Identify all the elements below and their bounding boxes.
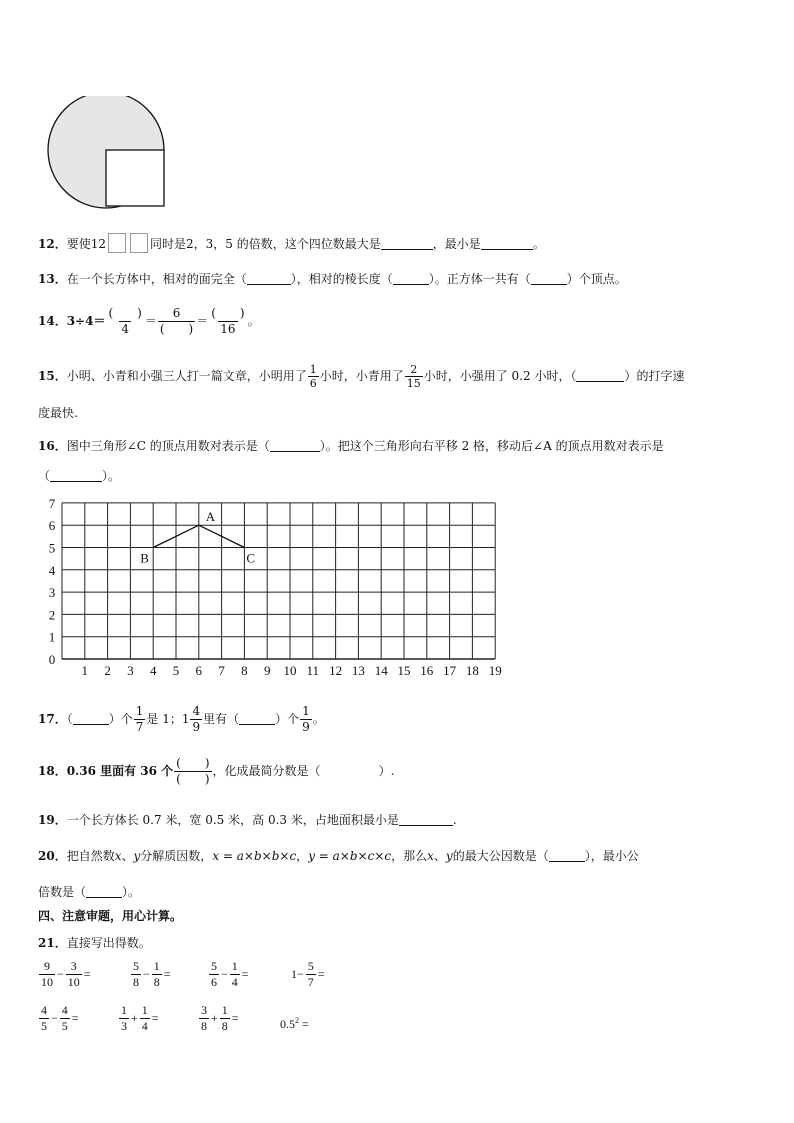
point-label-c: C — [246, 550, 256, 566]
q-text: ）。正方体一共有（ — [428, 272, 531, 286]
fraction-denominator: 5 — [61, 1019, 68, 1033]
q-text: ，化成最简分数是（ — [212, 764, 321, 778]
q-text: 0.36 里面有 36 个 — [66, 764, 174, 778]
equals-sign: = — [231, 1011, 239, 1025]
equals-sign: = — [299, 1017, 309, 1031]
x-tick-label: 6 — [195, 663, 203, 678]
point-label-a: A — [205, 509, 216, 525]
operator: − — [221, 967, 228, 981]
var-x: x — [427, 849, 434, 863]
fraction-numerator: 2 — [410, 363, 418, 376]
x-tick-label: 19 — [488, 663, 502, 678]
fraction-numerator: 5 — [211, 959, 217, 973]
q-text: 在一个长方体中，相对的面完全（ — [66, 272, 247, 286]
fraction-denominator: 8 — [153, 975, 160, 989]
fraction-denominator: 4 — [231, 975, 238, 989]
q-text: 。 — [312, 712, 325, 726]
calc-item-7 — [198, 1004, 240, 1033]
section-heading: 四、注意审题，用心计算。 — [38, 909, 183, 923]
q-text: ）的打字速 — [624, 369, 685, 383]
fraction-numerator[interactable]: ( ) — [211, 306, 245, 320]
x-tick-label: 14 — [374, 663, 388, 678]
x-tick-label: 17 — [443, 663, 457, 678]
equals-sign: ＝ — [196, 314, 209, 328]
q-text: ，那么 — [391, 849, 428, 863]
y-tick-label: 7 — [48, 495, 56, 511]
answer-blank[interactable] — [531, 272, 567, 285]
q-number: 13． — [38, 272, 67, 286]
answer-blank[interactable] — [576, 369, 624, 382]
x-tick-label: 2 — [104, 663, 111, 678]
fraction — [190, 705, 202, 734]
point-label-b: B — [140, 550, 149, 566]
x-tick-label: 9 — [263, 663, 271, 678]
fraction-denominator: 10 — [67, 975, 80, 989]
q-text: . — [452, 813, 457, 827]
fraction-denominator: 7 — [135, 720, 144, 734]
fraction — [39, 1004, 49, 1033]
question-12 — [38, 233, 545, 253]
q-text: 同时是2，3，5 的倍数，这个四位数最大是 — [149, 237, 381, 251]
q-number: 15． — [38, 369, 67, 383]
fraction-denominator: 4 — [121, 322, 129, 336]
exponent: 2 — [295, 1016, 299, 1025]
base-number: 0.5 — [280, 1017, 295, 1031]
fraction-numerator: 4 — [192, 704, 201, 718]
q-text: 要使12 — [66, 237, 106, 251]
q-text: 小时，小强用了 0.2 小时，（ — [423, 369, 577, 383]
q-text: （ — [66, 712, 73, 726]
fraction — [209, 960, 219, 989]
y-tick-label: 4 — [48, 562, 56, 578]
x-tick-label: 1 — [81, 663, 89, 678]
q-text: 3÷4＝ — [66, 314, 106, 328]
square — [106, 150, 164, 206]
fraction-numerator: 5 — [133, 959, 139, 973]
q-number: 19． — [38, 813, 67, 827]
equals-sign: = — [163, 967, 171, 981]
question-13 — [38, 271, 627, 287]
q-text: 一个长方体长 0.7 米，宽 0.5 米，高 0.3 米，占地面积最小是 — [66, 813, 399, 827]
q-number: 21． — [38, 936, 67, 950]
y-tick-label: 3 — [48, 585, 56, 601]
fraction — [174, 757, 211, 786]
y-tick-label: 0 — [48, 652, 56, 667]
operator: − — [51, 1011, 58, 1025]
q-text: 的最大公因数是（ — [452, 849, 549, 863]
fraction — [60, 1004, 70, 1033]
fraction-denominator: 4 — [141, 1019, 148, 1033]
x-tick-label: 3 — [127, 663, 134, 678]
question-17 — [38, 700, 325, 738]
fraction — [230, 960, 240, 989]
var-y: y — [133, 849, 141, 863]
fraction-denominator[interactable]: ( ) — [176, 772, 210, 786]
x-tick-label: 7 — [218, 663, 225, 678]
fraction-numerator[interactable]: ( ) — [108, 306, 142, 320]
x-tick-label: 13 — [351, 663, 365, 678]
fraction — [306, 960, 316, 989]
equals-sign: = — [71, 1011, 79, 1025]
answer-blank[interactable] — [86, 885, 122, 898]
fraction — [158, 307, 195, 336]
q-text: ）。把这个三角形向右平移 2 格，移动后∠A 的顶点用数对表示是 — [319, 439, 664, 453]
q-text: 倍数是（ — [38, 885, 87, 899]
fraction — [106, 307, 143, 336]
x-tick-label: 11 — [306, 663, 320, 678]
equals-sign: = — [241, 967, 249, 981]
equals-sign: = — [151, 1011, 159, 1025]
q-text: 把自然数 — [66, 849, 115, 863]
x-tick-label: 10 — [283, 663, 297, 678]
question-20 — [38, 848, 639, 864]
fraction-numerator: 3 — [201, 1003, 207, 1017]
question-15-cont — [38, 405, 78, 421]
fraction — [300, 705, 312, 734]
q-text: ）个 — [108, 712, 133, 726]
q-text: 是 1；1 — [146, 712, 190, 726]
calc-item-4 — [290, 960, 326, 989]
equals-sign: ＝ — [144, 314, 157, 328]
question-16-cont — [38, 468, 120, 484]
q-text: ）。 — [102, 469, 121, 483]
q-number: 14． — [38, 314, 67, 328]
fraction-numerator: 1 — [221, 1003, 228, 1017]
operator: 1− — [291, 967, 304, 981]
calc-item-2 — [130, 960, 172, 989]
q-number: 16． — [38, 439, 67, 453]
y-tick-label: 5 — [48, 540, 56, 556]
q-text: 。 — [532, 237, 545, 251]
fraction-numerator: 1 — [302, 704, 310, 718]
fraction — [220, 1004, 230, 1033]
fraction-numerator: 1 — [231, 959, 238, 973]
fraction-numerator: 9 — [44, 959, 50, 973]
var-y: y — [445, 849, 453, 863]
q-number: 12． — [38, 237, 67, 251]
answer-blank[interactable] — [393, 272, 429, 285]
fraction-denominator: 3 — [121, 1019, 127, 1033]
question-19 — [38, 812, 457, 828]
fraction-numerator: 6 — [172, 306, 181, 320]
fraction-denominator: 5 — [41, 1019, 47, 1033]
y-tick-label: 1 — [48, 629, 56, 645]
fraction-denominator: 9 — [302, 720, 310, 734]
fraction — [152, 960, 162, 989]
operator: − — [57, 967, 64, 981]
q-text: ，最小是 — [432, 237, 481, 251]
q-text: ）。 — [122, 885, 141, 899]
q-text: 小时，小青用了 — [319, 369, 404, 383]
equals-sign: = — [317, 967, 325, 981]
answer-blank[interactable] — [481, 237, 533, 250]
calc-item-3 — [208, 960, 250, 989]
q-text: ）. — [378, 764, 395, 778]
fraction-numerator: 5 — [307, 959, 314, 973]
q-number: 20． — [38, 849, 67, 863]
q-text: ），最小公 — [584, 849, 639, 863]
fraction-denominator: 10 — [41, 975, 53, 989]
calc-item-5 — [38, 1004, 80, 1033]
answer-blank[interactable] — [239, 712, 275, 725]
fraction — [308, 364, 319, 389]
q-number: 18． — [38, 764, 67, 778]
fraction-denominator: 6 — [211, 975, 217, 989]
q-text: 图中三角形∠C 的顶点用数对表示是（ — [66, 439, 270, 453]
question-16 — [38, 438, 664, 454]
fraction-numerator: 1 — [135, 704, 144, 718]
digit-box[interactable] — [130, 233, 148, 253]
answer-blank[interactable] — [247, 272, 291, 285]
fraction-denominator: 6 — [309, 377, 317, 390]
q-number: 17． — [38, 712, 67, 726]
x-tick-label: 18 — [465, 663, 479, 678]
fraction-denominator: 16 — [220, 322, 236, 336]
calc-item-6 — [118, 1004, 160, 1033]
question-14 — [38, 301, 260, 341]
q-text: ）个顶点。 — [566, 272, 627, 286]
answer-blank[interactable] — [270, 439, 320, 452]
q-text: 分解质因数， — [140, 849, 213, 863]
coordinate-grid — [36, 494, 506, 680]
fraction-numerator: 4 — [41, 1003, 47, 1017]
x-tick-label: 16 — [420, 663, 434, 678]
q-text: ），相对的棱长度（ — [290, 272, 393, 286]
x-tick-label: 12 — [329, 663, 343, 678]
answer-blank[interactable] — [549, 849, 585, 862]
q-text: 直接写出得数。 — [66, 936, 151, 950]
fraction — [39, 960, 55, 989]
fraction-numerator: 1 — [309, 363, 317, 376]
answer-blank[interactable] — [73, 712, 109, 725]
y-tick-label: 2 — [48, 607, 56, 623]
circle-figure — [44, 96, 170, 210]
fraction-denominator: 8 — [201, 1019, 207, 1033]
fraction-numerator: 4 — [61, 1003, 68, 1017]
q-text: 里有（ — [203, 712, 240, 726]
q-text: ）个 — [275, 712, 300, 726]
question-15 — [38, 358, 684, 394]
fraction — [131, 960, 141, 989]
fraction-denominator: 8 — [221, 1019, 228, 1033]
x-tick-label: 15 — [397, 663, 411, 678]
equals-sign: = — [83, 967, 91, 981]
q-text: 、 — [121, 849, 134, 863]
operator: + — [211, 1011, 218, 1025]
x-tick-label: 5 — [172, 663, 180, 678]
q-text: （ — [38, 469, 51, 483]
var-x: x — [114, 849, 122, 863]
fraction-numerator[interactable]: ( ) — [176, 756, 210, 770]
fraction-denominator[interactable]: ( ) — [159, 322, 194, 336]
question-21 — [38, 935, 151, 951]
expr-y: y = a×b×c×c — [308, 849, 392, 863]
y-tick-label: 6 — [48, 518, 56, 534]
fraction — [140, 1004, 150, 1033]
answer-blank[interactable] — [50, 469, 102, 482]
q-text: 、 — [433, 849, 446, 863]
calc-item-8 — [280, 1016, 309, 1032]
q-text: 小明、小青和小强三人打一篇文章，小明用了 — [66, 369, 307, 383]
question-20-cont — [38, 884, 140, 900]
fraction — [209, 307, 246, 336]
fraction-numerator: 3 — [70, 959, 77, 973]
operator: + — [131, 1011, 138, 1025]
expr-x: x = a×b×b×c — [212, 849, 297, 863]
x-tick-label: 8 — [241, 663, 248, 678]
fraction-numerator: 1 — [141, 1003, 148, 1017]
fraction-numerator: 1 — [121, 1003, 127, 1017]
q-text: 度最快. — [38, 406, 78, 420]
question-18 — [38, 750, 394, 792]
answer-blank[interactable] — [381, 237, 433, 250]
calc-item-1 — [38, 960, 92, 989]
fraction-denominator: 9 — [192, 720, 201, 734]
fraction — [134, 705, 146, 734]
fraction — [119, 1004, 129, 1033]
fraction-denominator: 15 — [406, 377, 421, 390]
fraction — [199, 1004, 209, 1033]
fraction-denominator: 7 — [307, 975, 314, 989]
fraction-denominator: 8 — [133, 975, 139, 989]
digit-box[interactable] — [108, 233, 126, 253]
answer-blank[interactable] — [399, 813, 453, 826]
q-text: ， — [296, 849, 309, 863]
fraction — [405, 364, 423, 389]
x-tick-label: 4 — [149, 663, 157, 678]
fraction — [66, 960, 82, 989]
operator: − — [143, 967, 150, 981]
fraction-numerator: 1 — [153, 959, 160, 973]
q-text: 。 — [247, 314, 260, 328]
